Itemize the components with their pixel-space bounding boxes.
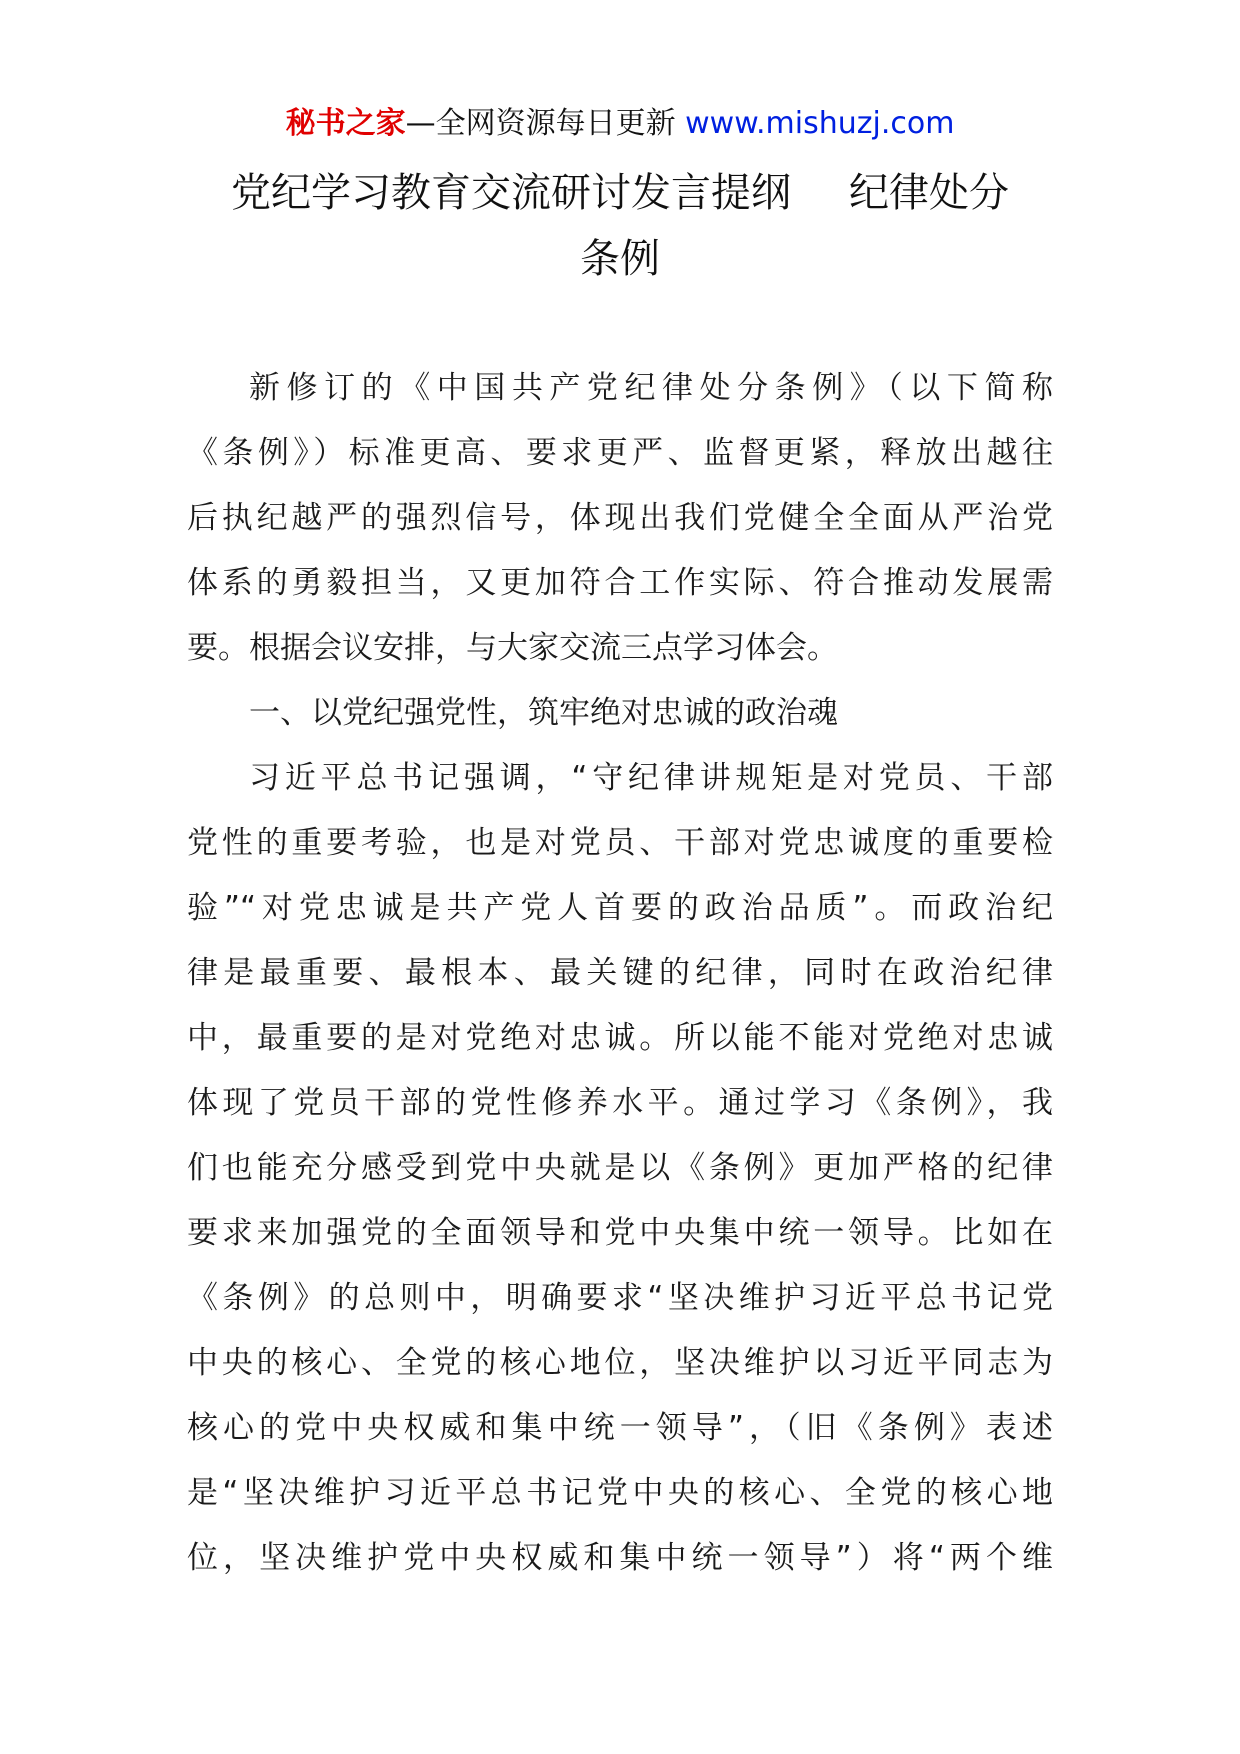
text-line: 是“坚决维护习近平总书记党中央的核心、全党的核心地 bbox=[187, 1475, 1053, 1511]
banner-brand: 秘书之家 bbox=[285, 106, 406, 141]
text-line: 中，最重要的是对党绝对忠诚。所以能不能对党绝对忠诚 bbox=[187, 1020, 1053, 1056]
text-line: 律是最重要、最根本、最关键的纪律，同时在政治纪律 bbox=[187, 955, 1053, 991]
text-line: 《条例》）标准更高、要求更严、监督更紧，释放出越往 bbox=[187, 435, 1053, 471]
text-line: 核心的党中央权威和集中统一领导”，（旧《条例》表述 bbox=[187, 1410, 1053, 1446]
title-line-2: 条例 bbox=[580, 236, 660, 282]
banner-slogan: —全网资源每日更新 bbox=[405, 106, 676, 141]
document-body bbox=[187, 356, 1053, 1591]
title-part-1: 党纪学习教育交流研讨发言提纲 bbox=[231, 170, 791, 216]
text-line: 要求来加强党的全面领导和党中央集中统一领导。比如在 bbox=[187, 1215, 1053, 1251]
intro-paragraph bbox=[187, 356, 1053, 681]
text-line: 党性的重要考验，也是对党员、干部对党忠诚度的重要检 bbox=[187, 825, 1053, 861]
text-line: 体现了党员干部的党性修养水平。通过学习《条例》，我 bbox=[187, 1085, 1053, 1121]
section-paragraph bbox=[187, 746, 1053, 1591]
text-line: 中央的核心、全党的核心地位，坚决维护以习近平同志为 bbox=[187, 1345, 1053, 1381]
title-line-1 bbox=[150, 160, 1090, 226]
text-line: 《条例》的总则中，明确要求“坚决维护习近平总书记党 bbox=[187, 1280, 1053, 1316]
text-line: 后执纪越严的强烈信号，体现出我们党健全全面从严治党 bbox=[187, 500, 1053, 536]
section-heading: 一、以党纪强党性，筑牢绝对忠诚的政治魂 bbox=[249, 695, 838, 731]
banner-url[interactable]: www.mishuzj.com bbox=[685, 106, 955, 141]
text-line: 验”“对党忠诚是共产党人首要的政治品质”。而政治纪 bbox=[187, 890, 1053, 926]
text-line: 体系的勇毅担当，又更加符合工作实际、符合推动发展需 bbox=[187, 565, 1053, 601]
text-line: 们也能充分感受到党中央就是以《条例》更加严格的纪律 bbox=[187, 1150, 1053, 1186]
text-line: 要。根据会议安排，与大家交流三点学习体会。 bbox=[187, 630, 838, 666]
text-line: 位，坚决维护党中央权威和集中统一领导”）将“两个维 bbox=[187, 1540, 1053, 1576]
document-title bbox=[150, 160, 1090, 292]
title-part-2: 纪律处分 bbox=[849, 170, 1009, 216]
text-line: 习近平总书记强调，“守纪律讲规矩是对党员、干部 bbox=[249, 760, 1053, 796]
site-banner bbox=[0, 102, 1240, 146]
text-line: 新修订的《中国共产党纪律处分条例》（以下简称 bbox=[249, 370, 1053, 406]
